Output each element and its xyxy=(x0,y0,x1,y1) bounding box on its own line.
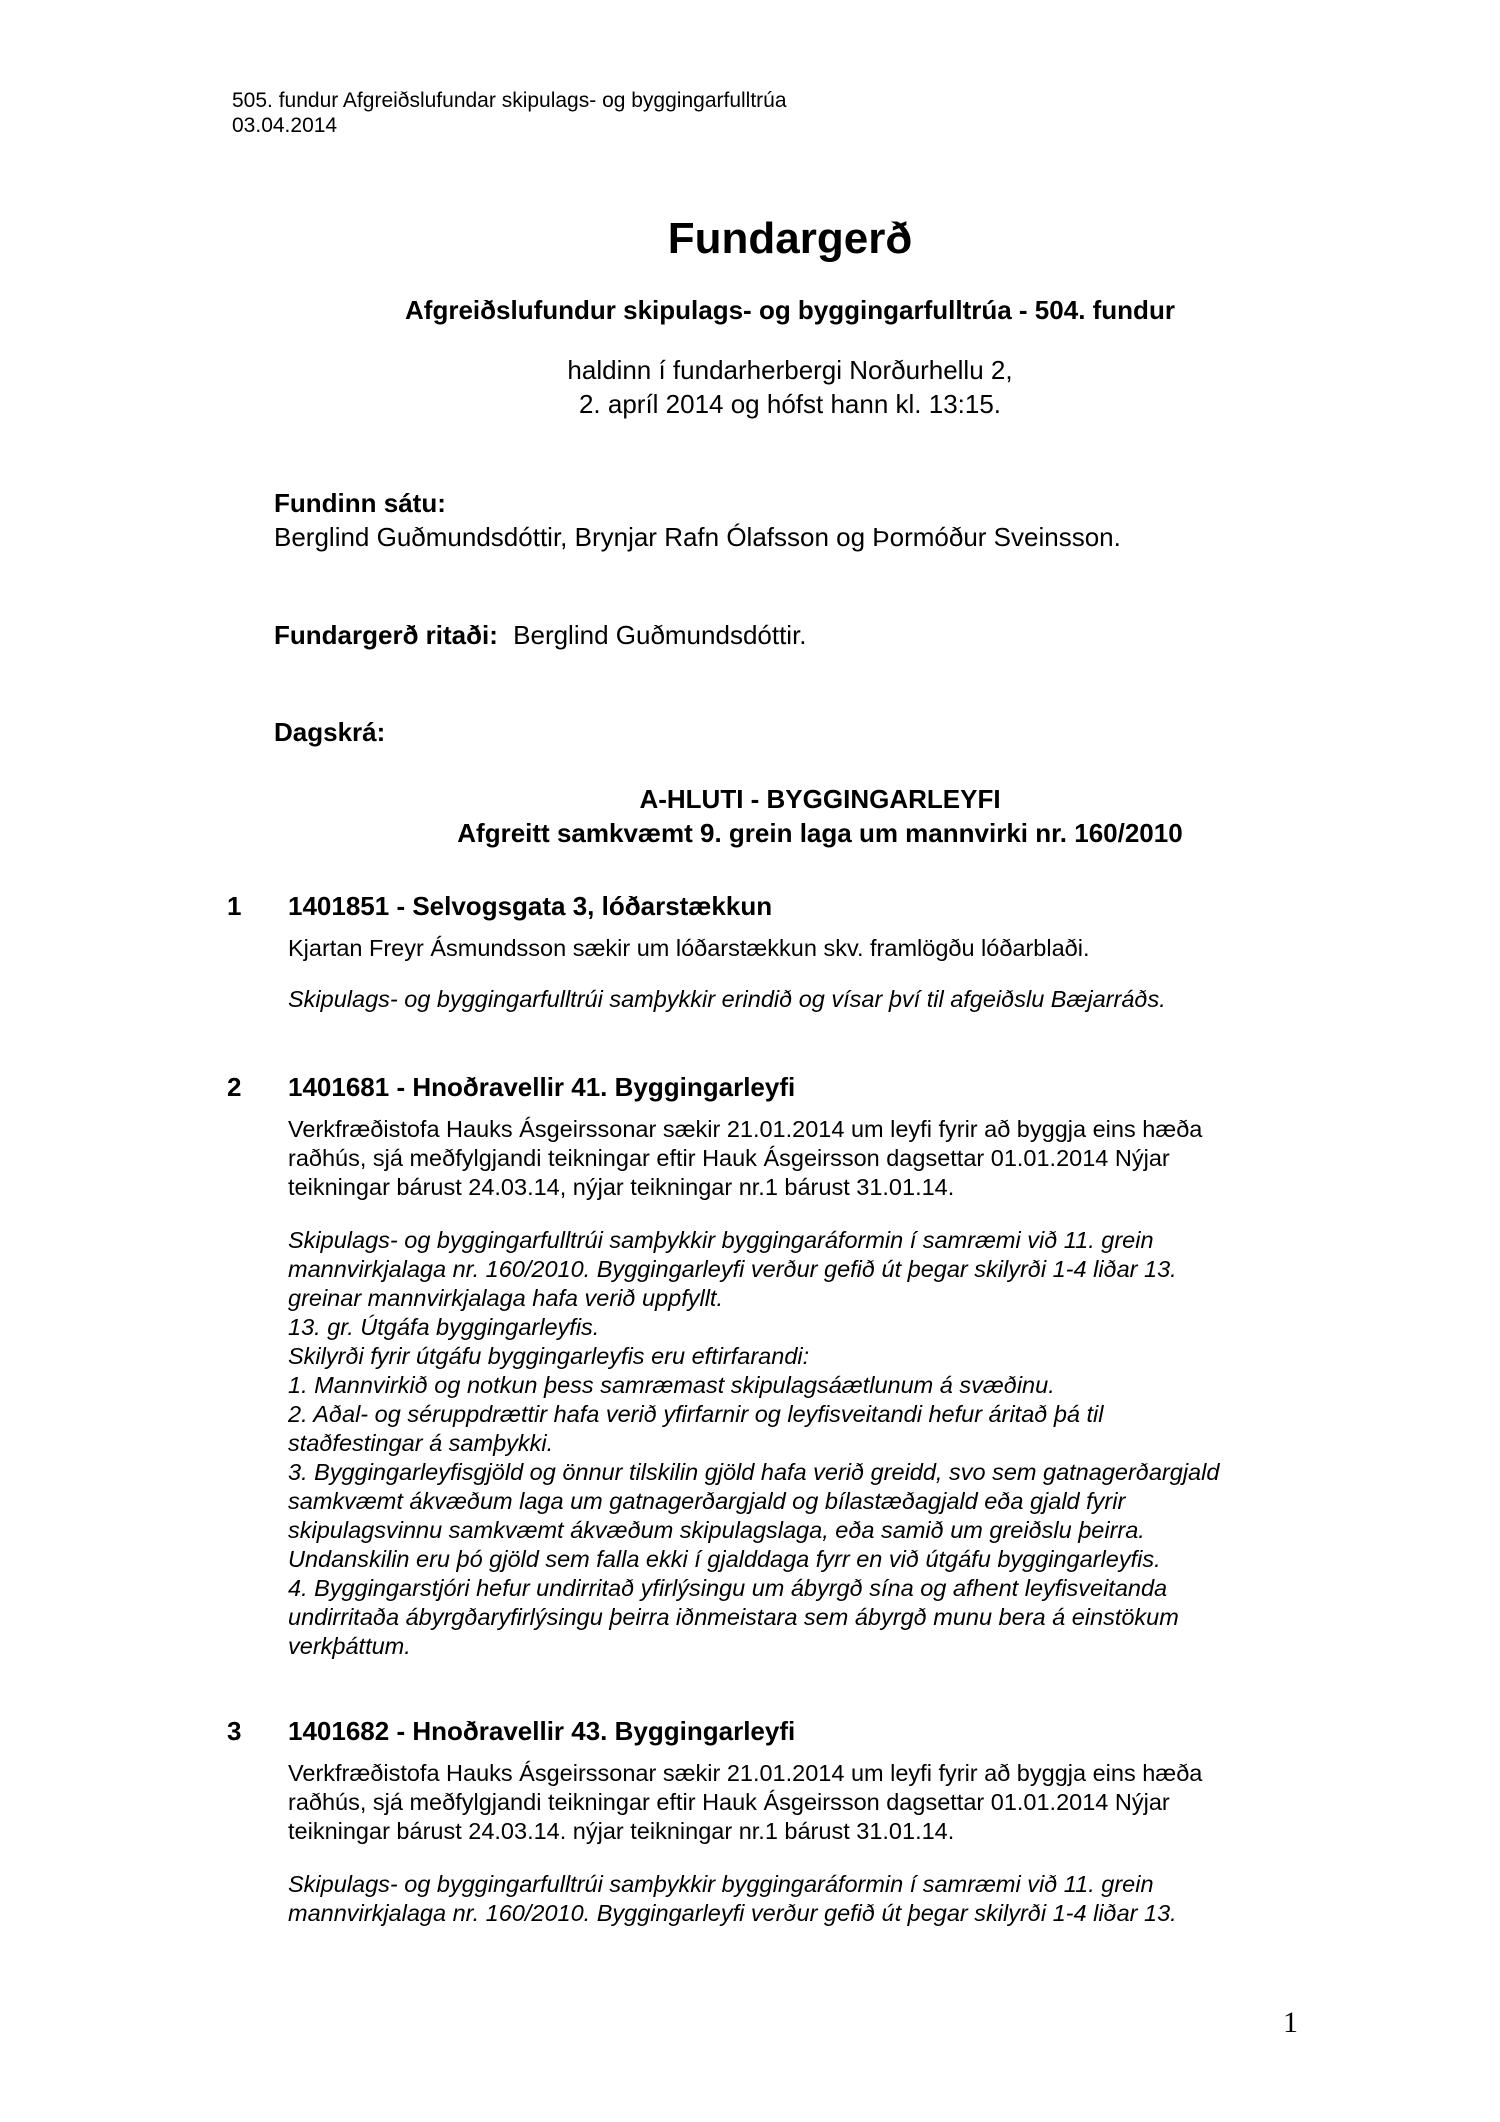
item-number: 3 xyxy=(227,1716,242,1746)
minutes-label: Fundargerð ritaði: xyxy=(274,620,498,650)
page-number: 1 xyxy=(1283,2006,1298,2039)
text-line: Skipulags- og byggingarfulltrúi samþykkir erindið og vísar því til afgeiðslu Bæjarráðs. xyxy=(288,986,1166,1012)
text-line: teikningar bárust 24.03.14. nýjar teikningar nr.1 bárust 31.01.14. xyxy=(288,1818,955,1844)
minutes-name: Berglind Guðmundsdóttir. xyxy=(513,620,807,650)
item-description xyxy=(288,1115,1308,1202)
text-line: samkvæmt ákvæðum laga um gatnagerðargjald og bílastæðagjald eða gjald fyrir xyxy=(288,1488,1126,1514)
header-meeting-line: 505. fundur Afgreiðslufundar skipulags- og byggingarfulltrúa xyxy=(232,89,787,112)
text-line: Skipulags- og byggingarfulltrúi samþykkir byggingaráformin í samræmi við 11. grein xyxy=(288,1871,1154,1897)
item-conclusion xyxy=(288,1870,1318,1928)
text-line: Skilyrði fyrir útgáfu byggingarleyfis eru eftirfarandi: xyxy=(288,1343,810,1369)
text-line: 1. Mannvirkið og notkun þess samræmast skipulagsáætlunum á svæðinu. xyxy=(288,1372,1055,1398)
item-conclusion xyxy=(288,985,1318,1014)
text-line: verkþáttum. xyxy=(288,1633,411,1659)
attendees-names: Berglind Guðmundsdóttir, Brynjar Rafn Ólafsson og Þormóður Sveinsson. xyxy=(274,522,1121,552)
minutes-taker xyxy=(274,620,807,651)
text-line: Skipulags- og byggingarfulltrúi samþykkir byggingaráformin í samræmi við 11. grein xyxy=(288,1227,1154,1253)
text-line: greinar mannvirkjalaga hafa verið uppfyllt. xyxy=(288,1285,723,1311)
venue-info xyxy=(0,353,1500,421)
text-line: Verkfræðistofa Hauks Ásgeirssonar sækir 21.01.2014 um leyfi fyrir að byggja eins hæða xyxy=(288,1760,1203,1786)
page-title: Fundargerð xyxy=(667,214,913,263)
text-line: mannvirkjalaga nr. 160/2010. Byggingarleyfi verður gefið út þegar skilyrði 1-4 liðar 13. xyxy=(288,1900,1177,1926)
text-line: raðhús, sjá meðfylgjandi teikningar eftir Hauk Ásgeirsson dagsettar 01.01.2014 Nýjar xyxy=(288,1789,1170,1815)
text-line: teikningar bárust 24.03.14, nýjar teikningar nr.1 bárust 31.01.14. xyxy=(288,1174,955,1200)
agenda-label: Dagskrá: xyxy=(274,717,386,747)
page-subtitle: Afgreiðslufundur skipulags- og byggingarfulltrúa - 504. fundur xyxy=(405,295,1175,325)
item-title: 1401851 - Selvogsgata 3, lóðarstækkun xyxy=(288,891,773,921)
item-conclusion xyxy=(288,1226,1318,1661)
section-subtitle: Afgreitt samkvæmt 9. grein laga um mannvirki nr. 160/2010 xyxy=(457,818,1183,848)
attendees-label: Fundinn sátu: xyxy=(274,488,446,518)
text-line: Verkfræðistofa Hauks Ásgeirssonar sækir 21.01.2014 um leyfi fyrir að byggja eins hæða xyxy=(288,1116,1203,1142)
venue-line-2: 2. apríl 2014 og hófst hann kl. 13:15. xyxy=(578,389,1002,419)
item-title: 1401682 - Hnoðravellir 43. Byggingarleyfi xyxy=(288,1716,796,1746)
item-number: 2 xyxy=(227,1072,242,1102)
text-line: 13. gr. Útgáfa byggingarleyfis. xyxy=(288,1314,600,1340)
venue-line-1: haldinn í fundarherbergi Norðurhellu 2, xyxy=(567,355,1013,385)
text-line: skipulagsvinnu samkvæmt ákvæðum skipulagslaga, eða samið um greiðslu þeirra. xyxy=(288,1517,1145,1543)
text-line: 2. Aðal- og séruppdrættir hafa verið yfirfarnir og leyfisveitandi hefur áritað þá til xyxy=(288,1401,1104,1427)
item-number: 1 xyxy=(227,891,242,921)
item-description xyxy=(288,1759,1308,1846)
text-line: Undanskilin eru þó gjöld sem falla ekki í gjalddaga fyrr en við útgáfu byggingarleyfis. xyxy=(288,1546,1161,1572)
item-description xyxy=(288,934,1308,963)
text-line: Kjartan Freyr Ásmundsson sækir um lóðarstækkun skv. framlögðu lóðarblaði. xyxy=(288,935,1090,961)
text-line: undirritaða ábyrgðaryfirlýsingu þeirra iðnmeistara sem ábyrgð munu bera á einstökum xyxy=(288,1604,1179,1630)
item-title: 1401681 - Hnoðravellir 41. Byggingarleyfi xyxy=(288,1072,796,1102)
text-line: staðfestingar á samþykki. xyxy=(288,1430,554,1456)
text-line: 3. Byggingarleyfisgjöld og önnur tilskilin gjöld hafa verið greidd, svo sem gatnagerðargjald xyxy=(288,1459,1220,1485)
text-line: mannvirkjalaga nr. 160/2010. Byggingarleyfi verður gefið út þegar skilyrði 1-4 liðar 13. xyxy=(288,1256,1177,1282)
header-date: 03.04.2014 xyxy=(232,114,338,137)
text-line: raðhús, sjá meðfylgjandi teikningar eftir Hauk Ásgeirsson dagsettar 01.01.2014 Nýjar xyxy=(288,1145,1170,1171)
section-heading xyxy=(0,782,1500,850)
text-line: 4. Byggingarstjóri hefur undirritað yfirlýsingu um ábyrgð sína og afhent leyfisveitanda xyxy=(288,1575,1168,1601)
section-title: A-HLUTI - BYGGINGARLEYFI xyxy=(639,784,1001,814)
